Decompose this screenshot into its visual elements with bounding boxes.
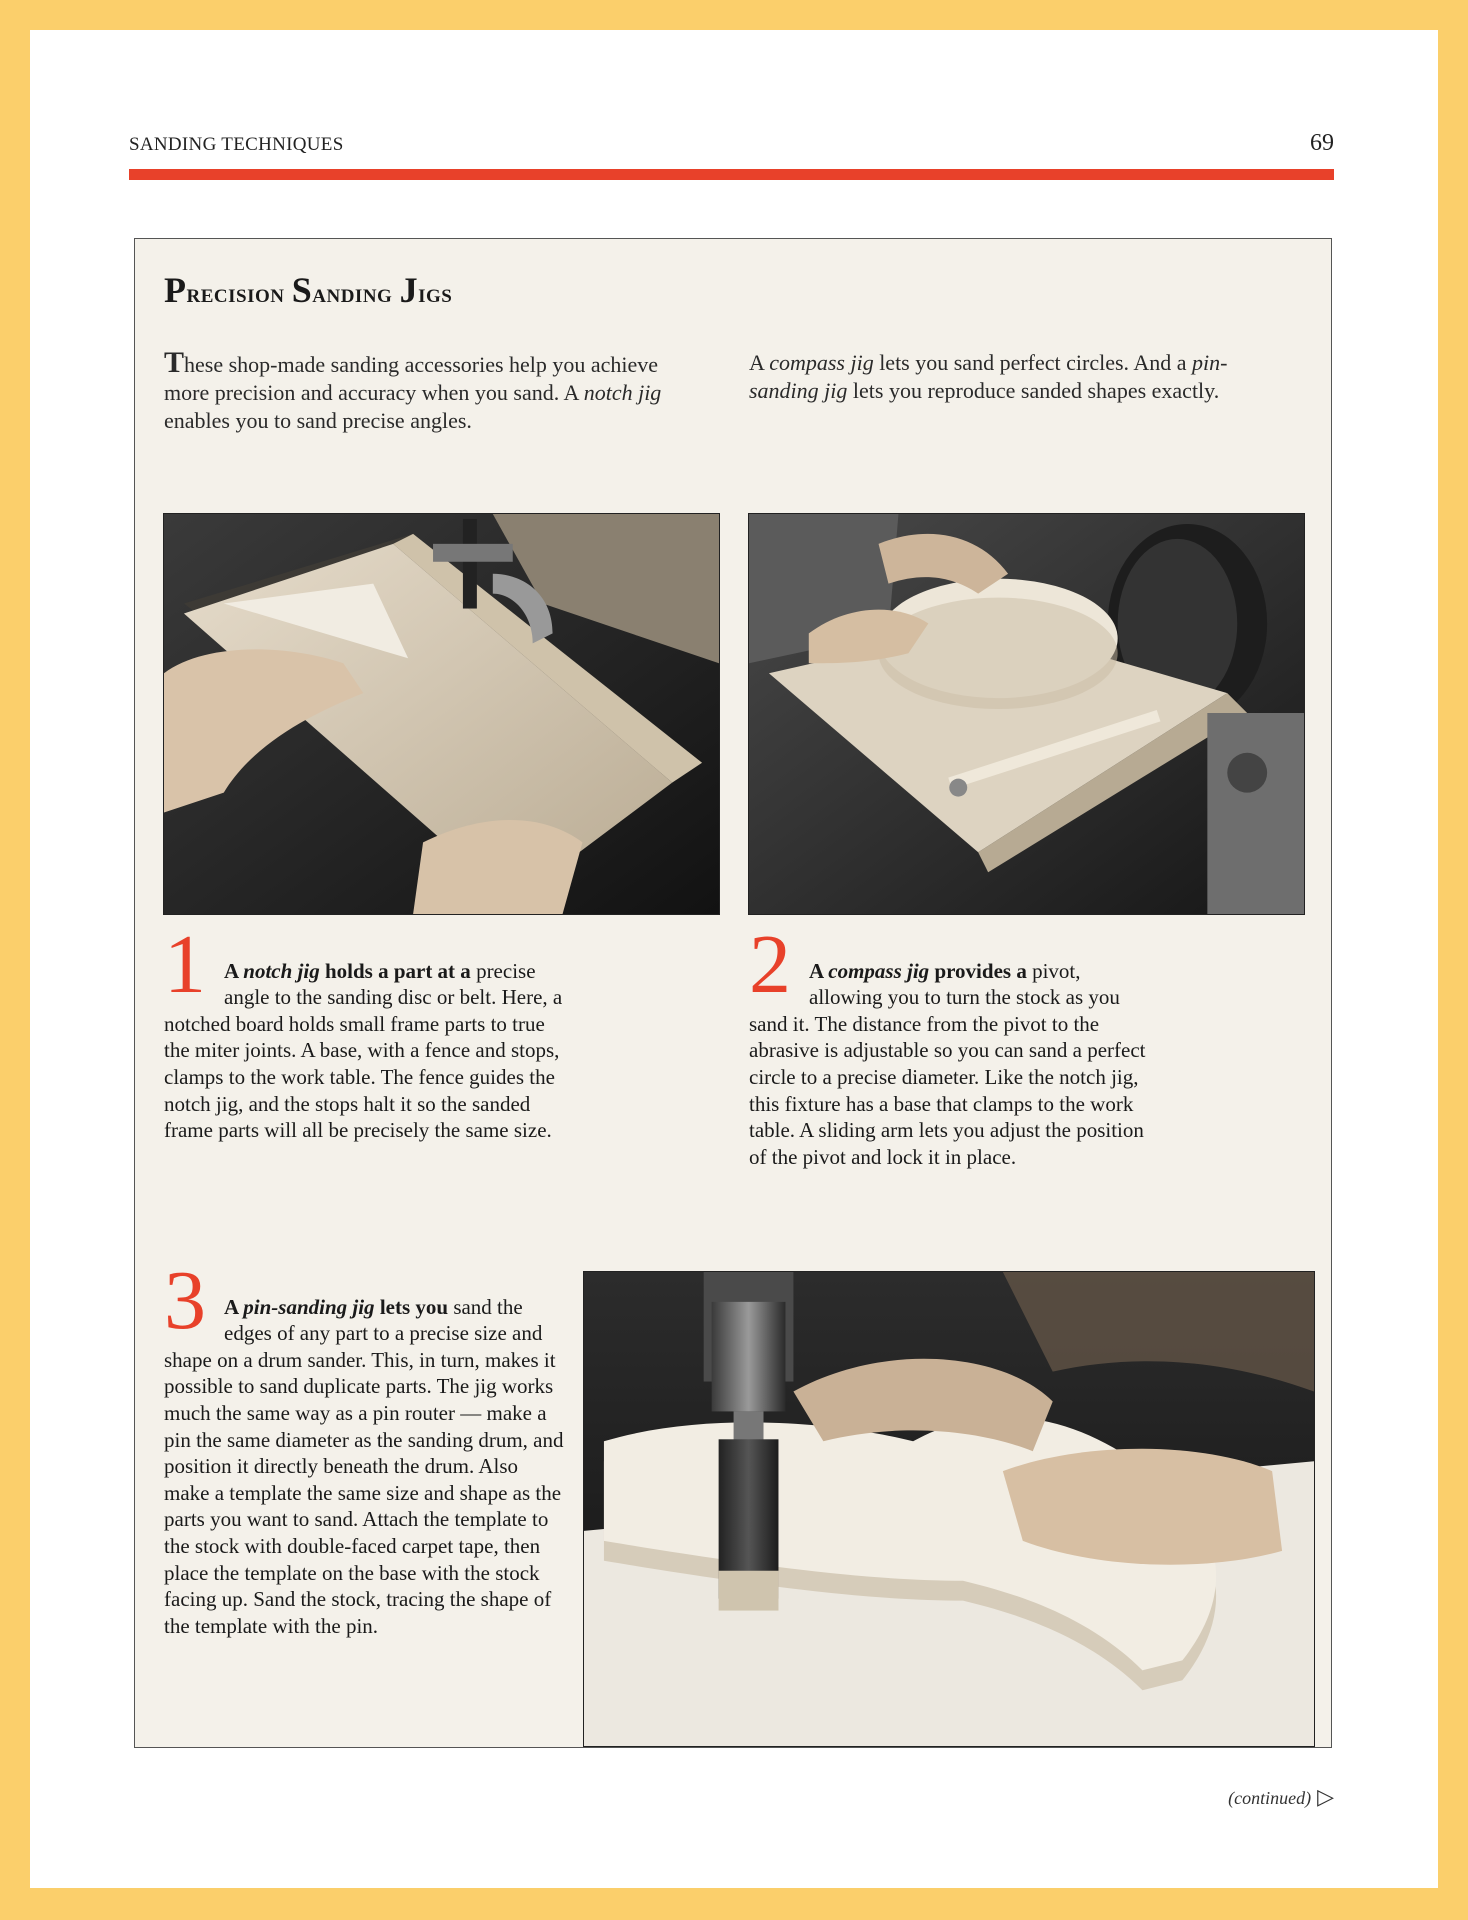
running-head: SANDING TECHNIQUES bbox=[129, 134, 344, 155]
title-word: Precision bbox=[164, 270, 285, 310]
step-1-number: 1 bbox=[164, 918, 206, 1011]
page-number: 69 bbox=[1310, 130, 1334, 156]
step-1-caption: 1 A notch jig holds a part at a precise angle to the sanding disc or belt. Here, a notched board holds small frame parts to true the miter joints. A base, with a fence and stops, clamps to the work table. The fence guides the notch jig, and the stops halt it so the sanded frame parts will all be precisely the same size. bbox=[164, 918, 563, 1143]
title-word: Jigs bbox=[399, 270, 453, 310]
pin-sanding-jig-photo bbox=[583, 1271, 1315, 1747]
precision-jigs-sidebar bbox=[134, 238, 1332, 1748]
book-page bbox=[30, 30, 1438, 1888]
step-1-lead: A notch jig holds a part at a bbox=[224, 958, 471, 983]
step-2-number: 2 bbox=[749, 918, 791, 1011]
header-rule bbox=[129, 169, 1334, 180]
continued-marker: (continued) ▷ bbox=[1228, 1784, 1334, 1809]
step-3-caption: 3 A pin-sanding jig lets you sand the edges of any part to a precise size and shape on a drum sander. This, in turn, makes it possible to sand duplicate parts. The jig works much the same way as a pin router — make a pin the same diameter as the sanding drum, and position it directly beneath the drum. Also make a template the same size and shape as the parts you want to sand. Attach the template to the stock with double-faced carpet tape, then place the template on the base with the stock facing up. Sand the stock, tracing the shape of the template with the pin. bbox=[164, 1254, 564, 1638]
intro-paragraph-right: A compass jig lets you sand perfect circles. And a pin-sanding jig lets you reproduce sanded shapes exactly. bbox=[749, 350, 1228, 403]
sidebar-title bbox=[164, 269, 452, 311]
intro-paragraph-left: These shop-made sanding accessories help you achieve more precision and accuracy when you sand. A notch jig enables you to sand precise angles. bbox=[164, 346, 662, 433]
notch-jig-photo bbox=[163, 513, 720, 915]
step-3-number: 3 bbox=[164, 1254, 206, 1347]
step-3-lead: A pin-sanding jig lets you bbox=[224, 1294, 449, 1319]
step-2-lead: A compass jig provides a bbox=[809, 958, 1027, 983]
continued-arrow-icon: ▷ bbox=[1317, 1784, 1334, 1809]
compass-jig-photo bbox=[748, 513, 1305, 915]
title-word: Sanding bbox=[291, 270, 393, 310]
step-2-caption: 2 A compass jig provides a pivot, allowing you to turn the stock as you sand it. The distance from the pivot to the abrasive is adjustable so you can sand a perfect circle to a precise diameter. Like the notch jig, this fixture has a base that clamps to the work table. A sliding arm lets you adjust the position of the pivot and lock it in place. bbox=[749, 918, 1146, 1169]
intro-dropcap: T bbox=[164, 346, 185, 379]
